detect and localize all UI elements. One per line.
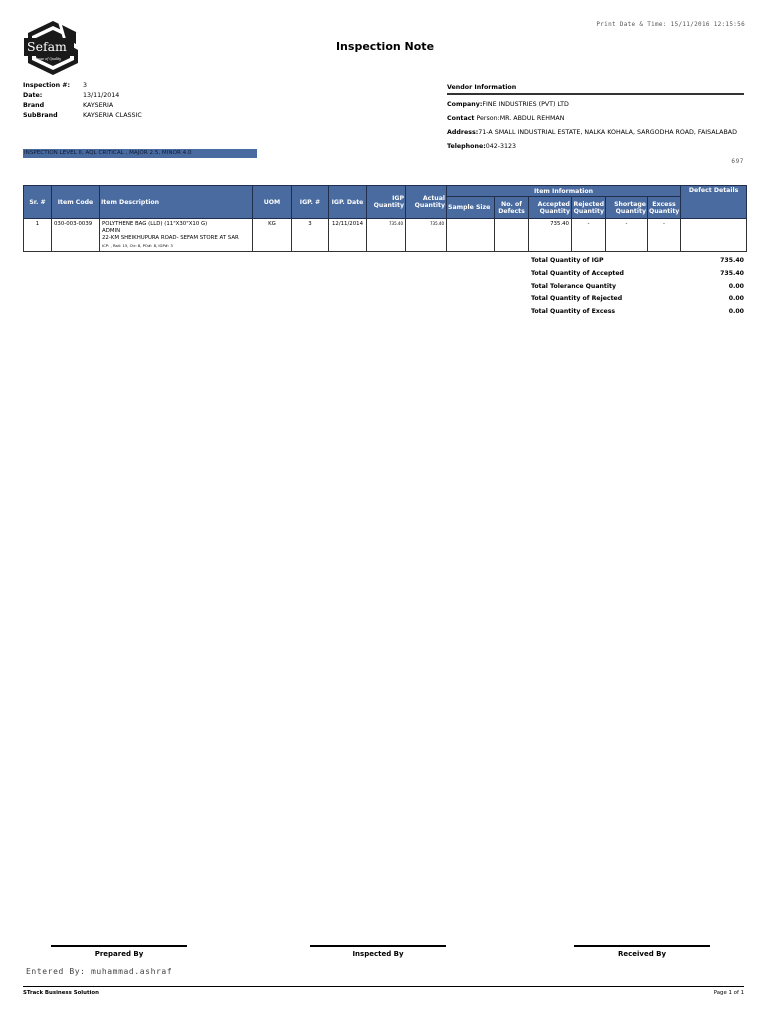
inspection-meta: [23, 81, 142, 121]
col-header-sr: Sr. #: [24, 186, 52, 219]
meta-label: Inspection #:: [23, 82, 71, 89]
item-description-department: ADMIN: [102, 228, 121, 234]
col-header-accepted-quantity: Accepted Quantity: [529, 197, 572, 219]
meta-row-date: [23, 91, 142, 101]
item-description-name: POLYTHENE BAG (LLD) (11"X30"X10 G): [102, 221, 208, 227]
total-value: 0.00: [728, 308, 744, 316]
col-header-no-of-defects: No. of Defects: [495, 197, 529, 219]
col-header-item-information: Item Information: [447, 186, 681, 197]
cell-uom: KG: [253, 219, 292, 252]
company-logo: [24, 20, 82, 76]
total-row-rejected: [531, 293, 744, 306]
total-row-igp: [531, 255, 744, 268]
items-table: [23, 185, 747, 252]
total-value: 735.40: [720, 257, 744, 264]
vendor-telephone-row: [447, 142, 744, 151]
total-label: Total Quantity of IGP: [531, 257, 604, 264]
meta-label: Brand: [23, 102, 45, 109]
col-header-defect-details: Defect Details: [681, 186, 747, 219]
footer-divider: [23, 986, 744, 987]
total-label: Total Tolerance Quantity: [531, 282, 616, 290]
cell-igp-date: 12/11/2014: [329, 219, 367, 252]
cell-igp-no: 3: [292, 219, 329, 252]
meta-value: KAYSERIA CLASSIC: [83, 112, 142, 119]
logo-wordmark: Sefam: [27, 39, 67, 54]
cell-shortage-quantity: -: [606, 219, 648, 252]
col-header-igp-no: IGP. #: [292, 186, 329, 219]
col-header-shortage-quantity: Shortage Quantity: [606, 197, 648, 219]
total-row-tolerance: [531, 281, 744, 294]
col-header-item-code: Item Code: [52, 186, 100, 219]
meta-label: SubBrand: [23, 112, 58, 119]
col-header-sample-size: Sample Size: [447, 197, 495, 219]
col-header-excess-quantity: Excess Quantity: [648, 197, 681, 219]
entered-by: Entered By: muhammad.ashraf: [26, 967, 173, 976]
page-code: 697: [731, 158, 744, 165]
total-label: Total Quantity of Accepted: [531, 269, 624, 277]
col-header-igp-date: IGP. Date: [329, 186, 367, 219]
inspected-by-signature: Inspected By: [310, 945, 446, 959]
received-by-signature: Received By: [574, 945, 710, 959]
cell-excess-quantity: -: [648, 219, 681, 252]
vendor-address-row: [447, 128, 744, 137]
page-title: Inspection Note: [335, 40, 435, 53]
item-description-location: 22-KM SHEIKHUPURA ROAD- SEFAM STORE AT SAR: [102, 235, 239, 241]
cell-sr: 1: [24, 219, 52, 252]
col-header-rejected-quantity: Rejected Quantity: [572, 197, 606, 219]
cell-item-code: 030-003-0039: [52, 219, 100, 252]
vendor-company-value: FINE INDUSTRIES (PVT) LTD: [482, 101, 569, 108]
prepared-by-signature: Prepared By: [51, 945, 187, 959]
meta-row-inspection-no: [23, 81, 142, 91]
vendor-address-value: 71-A SMALL INDUSTRIAL ESTATE, NALKA KOHALA, SARGODHA ROAD, FAISALABAD: [478, 129, 737, 136]
table-row: [24, 219, 747, 252]
cell-actual-quantity: 735.40: [406, 219, 447, 252]
footer-company: STrack Business Solution: [23, 990, 99, 996]
totals-summary: [531, 255, 744, 319]
cell-no-of-defects: [495, 219, 529, 252]
col-header-actual-quantity: Actual Quantity: [406, 186, 447, 219]
col-header-igp-quantity: IGP Quantity: [367, 186, 406, 219]
meta-value: 3: [83, 82, 88, 89]
cell-sample-size: [447, 219, 495, 252]
total-value: 735.40: [720, 269, 744, 277]
logo-tagline: House of Quality: [34, 57, 62, 61]
total-row-accepted: [531, 268, 744, 281]
cell-rejected-quantity: -: [572, 219, 606, 252]
footer-page-number: Page 1 of 1: [713, 990, 744, 996]
meta-row-brand: [23, 101, 142, 111]
meta-value: 13/11/2014: [83, 92, 120, 99]
cell-igp-quantity: 735.40: [367, 219, 406, 252]
total-value: 0.00: [728, 295, 744, 303]
vendor-address-label: Address:: [447, 129, 479, 136]
vendor-information: [447, 84, 744, 151]
total-row-excess: [531, 306, 744, 319]
meta-value: KAYSERIA: [83, 102, 114, 109]
meta-label: Date:: [23, 92, 43, 99]
vendor-contact-value: Person:MR. ABDUL REHMAN: [474, 115, 565, 122]
vendor-company-label: Company:: [447, 101, 483, 108]
col-header-uom: UOM: [253, 186, 292, 219]
cell-defect-details: [681, 219, 747, 252]
vendor-telephone-value: 042-3123: [485, 143, 517, 150]
total-value: 0.00: [728, 282, 744, 290]
total-label: Total Quantity of Excess: [531, 308, 616, 316]
print-date-time: Print Date & Time: 15/11/2016 12:15:56: [596, 21, 745, 28]
vendor-company-row: [447, 100, 744, 109]
aql-level-banner: INSPECTION LEVEL II, AQL CRITICAL , MAJOR 2.5, MINOR 4.0: [23, 149, 257, 158]
vendor-contact-row: [447, 114, 744, 123]
item-description-refs: ICP: , Rail: 15, Ctr: 8, PO#: 8, IGP#: 3: [102, 243, 173, 248]
vendor-telephone-label: Telephone:: [447, 143, 486, 150]
vendor-contact-label: Contact: [447, 115, 475, 122]
col-header-item-description: Item Description: [100, 186, 253, 219]
cell-item-description: [100, 219, 253, 252]
meta-row-subbrand: [23, 111, 142, 121]
cell-accepted-quantity: 735.40: [529, 219, 572, 252]
vendor-heading: Vendor Information: [447, 84, 744, 95]
total-label: Total Quantity of Rejected: [531, 295, 623, 303]
